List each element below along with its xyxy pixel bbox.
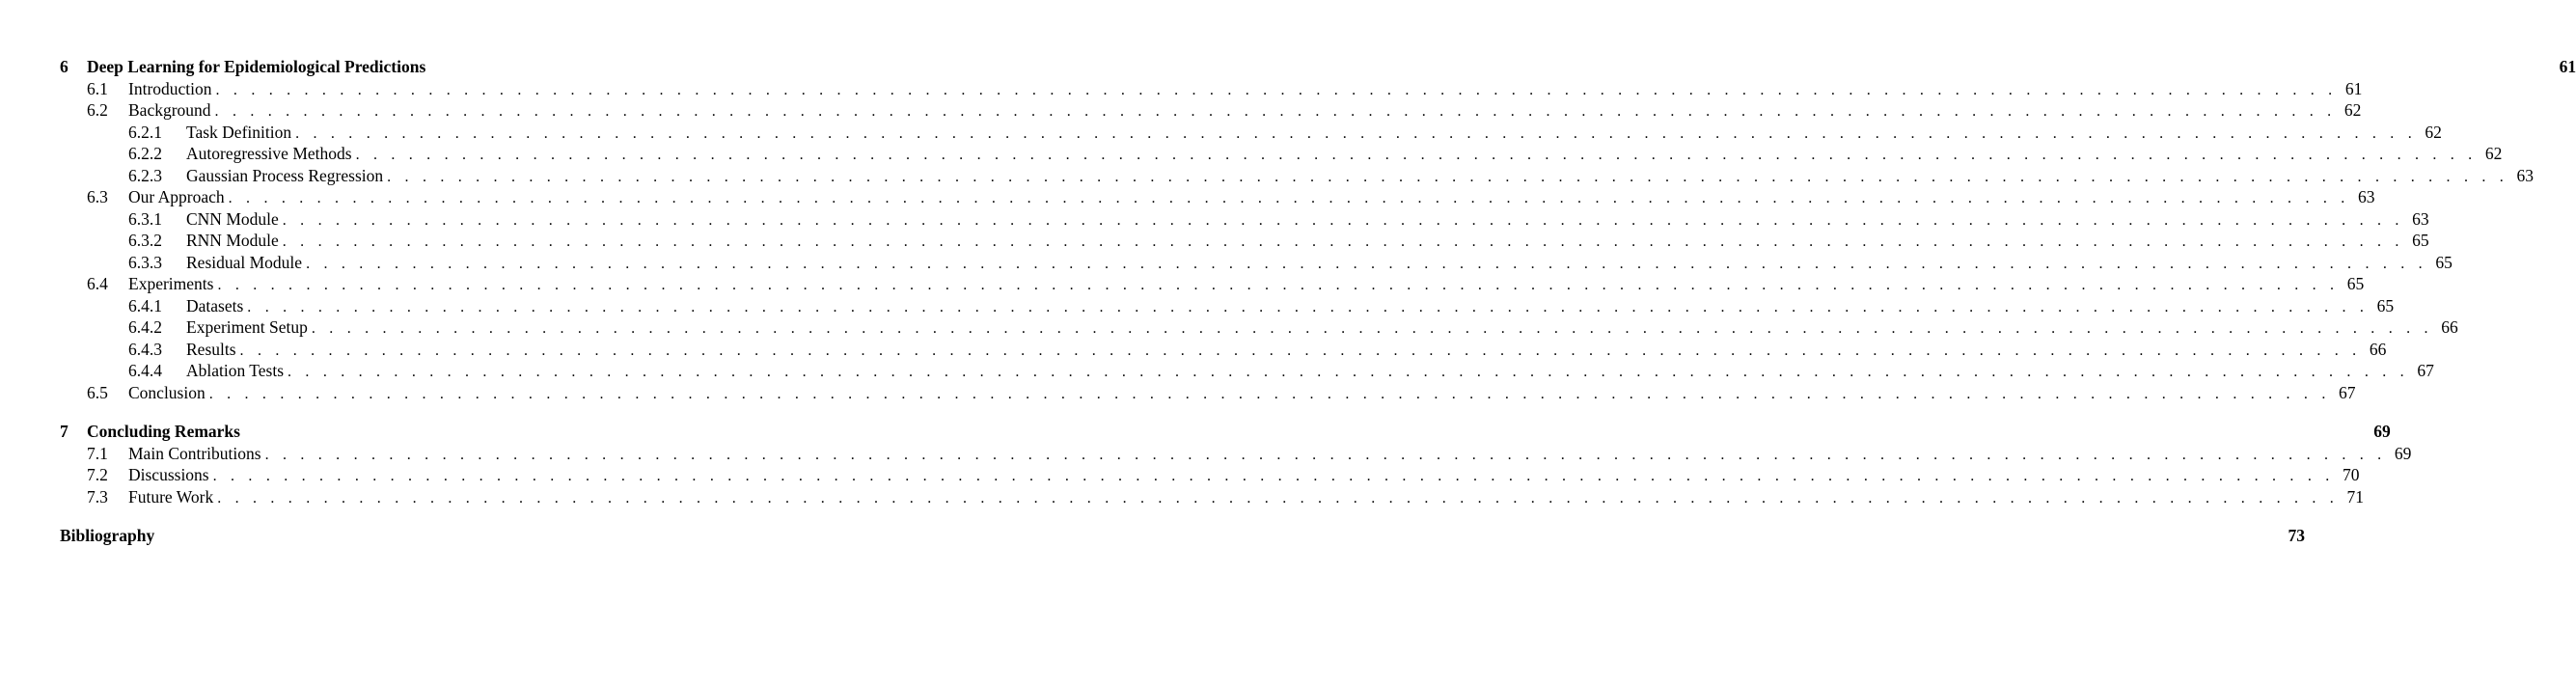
toc-entry-section[interactable] bbox=[60, 78, 2363, 100]
toc-entry-title: Discussions bbox=[128, 464, 213, 486]
toc-entry-number: 6.3.1 bbox=[128, 208, 162, 229]
toc-dot-leader: . . . . . . . . . . . . . . . . . . . . . . . . . . . . . . . . . . . . . . . . . . . . . . . . . . . . . . . . . . . . . . . . . . . . . . . . . . . . . . . . . . . . . . . . . . . . . . . . . . . . . . . . . . . . . . . . . . . . . . . . bbox=[311, 320, 2433, 337]
toc-entry-title: Experiment Setup bbox=[186, 316, 312, 339]
toc-entry-page-number: 65 bbox=[2427, 252, 2453, 274]
toc-dot-leader: . . . . . . . . . . . . . . . . . . . . . . . . . . . . . . . . . . . . . . . . . . . . . . . . . . . . . . . . . . . . . . . . . . . . . . . . . . . . . . . . . . . . . . . . . . . . . . . . . . . . . . . . . . . . . . . . . . . . . . . . bbox=[306, 255, 2427, 272]
toc-entry-subsection[interactable] bbox=[60, 295, 2395, 317]
toc-dot-leader: . . . . . . . . . . . . . . . . . . . . . . . . . . . . . . . . . . . . . . . . . . . . . . . . . . . . . . . . . . . . . . . . . . . . . . . . . . . . . . . . . . . . . . . . . . . . . . . . . . . . . . . . . . . . . . . . . . . . . . . . bbox=[355, 147, 2478, 163]
toc-entry-number: 6.4.2 bbox=[128, 317, 162, 337]
toc-entry-page-number: 62 bbox=[2477, 143, 2502, 165]
toc-entry-page-number: 65 bbox=[2369, 295, 2394, 317]
toc-entry-number: 7.2 bbox=[87, 465, 108, 484]
toc-entry-page-number: 66 bbox=[2433, 316, 2458, 339]
toc-entry-number: 6.3.2 bbox=[128, 231, 162, 250]
toc-dot-leader: . . . . . . . . . . . . . . . . . . . . . . . . . . . . . . . . . . . . . . . . . . . . . . . . . . . . . . . . . . . . . . . . . . . . . . . . . . . . . . . . . . . . . . . . . . . . . . . . . . . . . . . . . . . . . . . . . . . . . . . . bbox=[282, 211, 2404, 229]
toc-entry-page-number: 63 bbox=[2508, 165, 2534, 187]
toc-entry-page-number: 66 bbox=[2361, 339, 2386, 361]
toc-entry-number: 6.3.3 bbox=[128, 252, 162, 272]
toc-entry-title: Task Definition bbox=[186, 122, 295, 144]
toc-entry-page-number: 63 bbox=[2404, 208, 2429, 231]
toc-dot-leader: . . . . . . . . . . . . . . . . . . . . . . . . . . . . . . . . . . . . . . . . . . . . . . . . . . . . . . . . . . . . . . . . . . . . . . . . . . . . . . . . . . . . . . . . . . . . . . . . . . . . . . . . . . . . . . . . . . . . . . . . bbox=[282, 233, 2404, 250]
toc-entry-subsection[interactable] bbox=[60, 360, 2434, 382]
toc-entry-title: RNN Module bbox=[186, 230, 283, 252]
toc-entry-subsection[interactable] bbox=[60, 122, 2442, 144]
table-of-contents bbox=[60, 56, 2576, 547]
toc-entry-subsection[interactable] bbox=[60, 230, 2429, 252]
toc-entry-number: 6.4.1 bbox=[128, 295, 162, 315]
toc-entry-title: Main Contributions bbox=[128, 443, 265, 465]
toc-dot-leader: . . . . . . . . . . . . . . . . . . . . . . . . . . . . . . . . . . . . . . . . . . . . . . . . . . . . . . . . . . . . . . . . . . . . . . . . . . . . . . . . . . . . . . . . . . . . . . . . . . . . . . . . . . . . . . . . . . . . . . . . bbox=[215, 81, 2338, 98]
toc-entry-title: Autoregressive Methods bbox=[186, 143, 356, 165]
toc-entry-number: 7.3 bbox=[87, 486, 108, 507]
toc-dot-leader: . . . . . . . . . . . . . . . . . . . . . . . . . . . . . . . . . . . . . . . . . . . . . . . . . . . . . . . . . . . . . . . . . . . . . . . . . . . . . . . . . . . . . . . . . . . . . . . . . . . . . . . . . . . . . . . . . . . . . . . . bbox=[217, 277, 2340, 293]
toc-entry-title: Concluding Remarks bbox=[87, 421, 244, 443]
toc-entry-subsection[interactable] bbox=[60, 316, 2458, 339]
toc-entry-title: Our Approach bbox=[128, 186, 229, 208]
toc-entry-subsection[interactable] bbox=[60, 252, 2453, 274]
toc-entry-page-number: 62 bbox=[2417, 122, 2442, 144]
toc-entry-title: Bibliography bbox=[60, 525, 158, 547]
toc-dot-leader: . . . . . . . . . . . . . . . . . . . . . . . . . . . . . . . . . . . . . . . . . . . . . . . . . . . . . . . . . . . . . . . . . . . . . . . . . . . . . . . . . . . . . . . . . . . . . . . . . . . . . . . . . . . . . . . . . . . . . . . . bbox=[208, 385, 2331, 402]
toc-entry-page-number: 69 bbox=[2386, 443, 2411, 465]
toc-dot-leader: . . . . . . . . . . . . . . . . . . . . . . . . . . . . . . . . . . . . . . . . . . . . . . . . . . . . . . . . . . . . . . . . . . . . . . . . . . . . . . . . . . . . . . . . . . . . . . . . . . . . . . . . . . . . . . . . . . . . . . . . bbox=[228, 190, 2350, 206]
toc-entry-number: 7.1 bbox=[87, 443, 108, 463]
toc-entry-subsection[interactable] bbox=[60, 339, 2387, 361]
toc-entry-number: 7 bbox=[60, 422, 69, 441]
toc-dot-leader: . . . . . . . . . . . . . . . . . . . . . . . . . . . . . . . . . . . . . . . . . . . . . . . . . . . . . . . . . . . . . . . . . . . . . . . . . . . . . . . . . . . . . . . . . . . . . . . . . . . . . . . . . . . . . . . . . . . . . . . . bbox=[288, 364, 2409, 380]
toc-entry-title: Experiments bbox=[128, 273, 217, 295]
toc-entry-section[interactable] bbox=[60, 443, 2412, 465]
toc-entry-page-number: 62 bbox=[2336, 99, 2361, 122]
toc-entry-subsection[interactable] bbox=[60, 143, 2503, 165]
toc-entry-number: 6.2.2 bbox=[128, 144, 162, 163]
toc-entry-section[interactable] bbox=[60, 382, 2356, 404]
toc-entry-page-number: 63 bbox=[2349, 186, 2374, 208]
toc-entry-title: Residual Module bbox=[186, 252, 306, 274]
toc-entry-title: Future Work bbox=[128, 486, 217, 508]
toc-entry-title: Introduction bbox=[128, 78, 216, 100]
toc-entry-page-number: 67 bbox=[2409, 360, 2434, 382]
toc-entry-section[interactable] bbox=[60, 486, 2365, 508]
toc-entry-title: Gaussian Process Regression bbox=[186, 165, 387, 187]
toc-entry-page-number: 70 bbox=[2334, 464, 2359, 486]
toc-entry-section[interactable] bbox=[60, 273, 2365, 295]
toc-entry-title: Results bbox=[186, 339, 240, 361]
toc-entry-number: 6.2.3 bbox=[128, 165, 162, 185]
toc-entry-chapter[interactable] bbox=[60, 525, 2306, 547]
toc-entry-page-number: 65 bbox=[2404, 230, 2429, 252]
toc-entry-number: 6.4.3 bbox=[128, 339, 162, 359]
toc-entry-number: 6.5 bbox=[87, 382, 108, 402]
toc-entry-page-number: 65 bbox=[2339, 273, 2364, 295]
toc-entry-page-number: 61 bbox=[2337, 78, 2362, 100]
toc-entry-title: CNN Module bbox=[186, 208, 283, 231]
toc-entry-title: Background bbox=[128, 99, 215, 122]
toc-entry-number: 6.2.1 bbox=[128, 122, 162, 142]
toc-entry-chapter[interactable] bbox=[60, 56, 2576, 78]
toc-entry-number: 6.2 bbox=[87, 100, 108, 120]
toc-entry-chapter[interactable] bbox=[60, 421, 2391, 443]
toc-dot-leader: . . . . . . . . . . . . . . . . . . . . . . . . . . . . . . . . . . . . . . . . . . . . . . . . . . . . . . . . . . . . . . . . . . . . . . . . . . . . . . . . . . . . . . . . . . . . . . . . . . . . . . . . . . . . . . . . . . . . . . . . bbox=[214, 103, 2337, 120]
toc-entry-page-number: 69 bbox=[2366, 421, 2391, 443]
toc-entry-number: 6.4 bbox=[87, 274, 108, 293]
toc-dot-leader: . . . . . . . . . . . . . . . . . . . . . . . . . . . . . . . . . . . . . . . . . . . . . . . . . . . . . . . . . . . . . . . . . . . . . . . . . . . . . . . . . . . . . . . . . . . . . . . . . . . . . . . . . . . . . . . . . . . . . . . . bbox=[247, 298, 2370, 315]
toc-dot-leader: . . . . . . . . . . . . . . . . . . . . . . . . . . . . . . . . . . . . . . . . . . . . . . . . . . . . . . . . . . . . . . . . . . . . . . . . . . . . . . . . . . . . . . . . . . . . . . . . . . . . . . . . . . . . . . . . . . . . . . . . bbox=[264, 446, 2387, 463]
toc-entry-number: 6.3 bbox=[87, 187, 108, 206]
toc-entry-subsection[interactable] bbox=[60, 165, 2534, 187]
toc-entry-section[interactable] bbox=[60, 99, 2362, 122]
toc-entry-section[interactable] bbox=[60, 464, 2360, 486]
toc-entry-number: 6 bbox=[60, 57, 69, 76]
toc-dot-leader: . . . . . . . . . . . . . . . . . . . . . . . . . . . . . . . . . . . . . . . . . . . . . . . . . . . . . . . . . . . . . . . . . . . . . . . . . . . . . . . . . . . . . . . . . . . . . . . . . . . . . . . . . . . . . . . . . . . . . . . . bbox=[295, 124, 2417, 142]
toc-entry-number: 6.4.4 bbox=[128, 361, 162, 380]
toc-entry-page-number: 71 bbox=[2339, 486, 2364, 508]
toc-dot-leader: . . . . . . . . . . . . . . . . . . . . . . . . . . . . . . . . . . . . . . . . . . . . . . . . . . . . . . . . . . . . . . . . . . . . . . . . . . . . . . . . . . . . . . . . . . . . . . . . . . . . . . . . . . . . . . . . . . . . . . . . bbox=[239, 342, 2362, 359]
toc-entry-subsection[interactable] bbox=[60, 208, 2429, 231]
toc-dot-leader: . . . . . . . . . . . . . . . . . . . . . . . . . . . . . . . . . . . . . . . . . . . . . . . . . . . . . . . . . . . . . . . . . . . . . . . . . . . . . . . . . . . . . . . . . . . . . . . . . . . . . . . . . . . . . . . . . . . . . . . . bbox=[387, 168, 2508, 185]
toc-entry-title: Datasets bbox=[186, 295, 247, 317]
toc-entry-page-number: 61 bbox=[2551, 56, 2576, 78]
toc-entry-title: Deep Learning for Epidemiological Predictions bbox=[87, 56, 429, 78]
toc-dot-leader: . . . . . . . . . . . . . . . . . . . . . . . . . . . . . . . . . . . . . . . . . . . . . . . . . . . . . . . . . . . . . . . . . . . . . . . . . . . . . . . . . . . . . . . . . . . . . . . . . . . . . . . . . . . . . . . . . . . . . . . . bbox=[217, 489, 2340, 507]
toc-entry-title: Conclusion bbox=[128, 382, 209, 404]
toc-entry-page-number: 67 bbox=[2331, 382, 2356, 404]
toc-entry-title: Ablation Tests bbox=[186, 360, 288, 382]
toc-entry-section[interactable] bbox=[60, 186, 2375, 208]
toc-entry-page-number: 73 bbox=[2280, 525, 2305, 547]
toc-entry-number: 6.1 bbox=[87, 78, 108, 98]
toc-dot-leader: . . . . . . . . . . . . . . . . . . . . . . . . . . . . . . . . . . . . . . . . . . . . . . . . . . . . . . . . . . . . . . . . . . . . . . . . . . . . . . . . . . . . . . . . . . . . . . . . . . . . . . . . . . . . . . . . . . . . . . . . bbox=[212, 468, 2335, 484]
